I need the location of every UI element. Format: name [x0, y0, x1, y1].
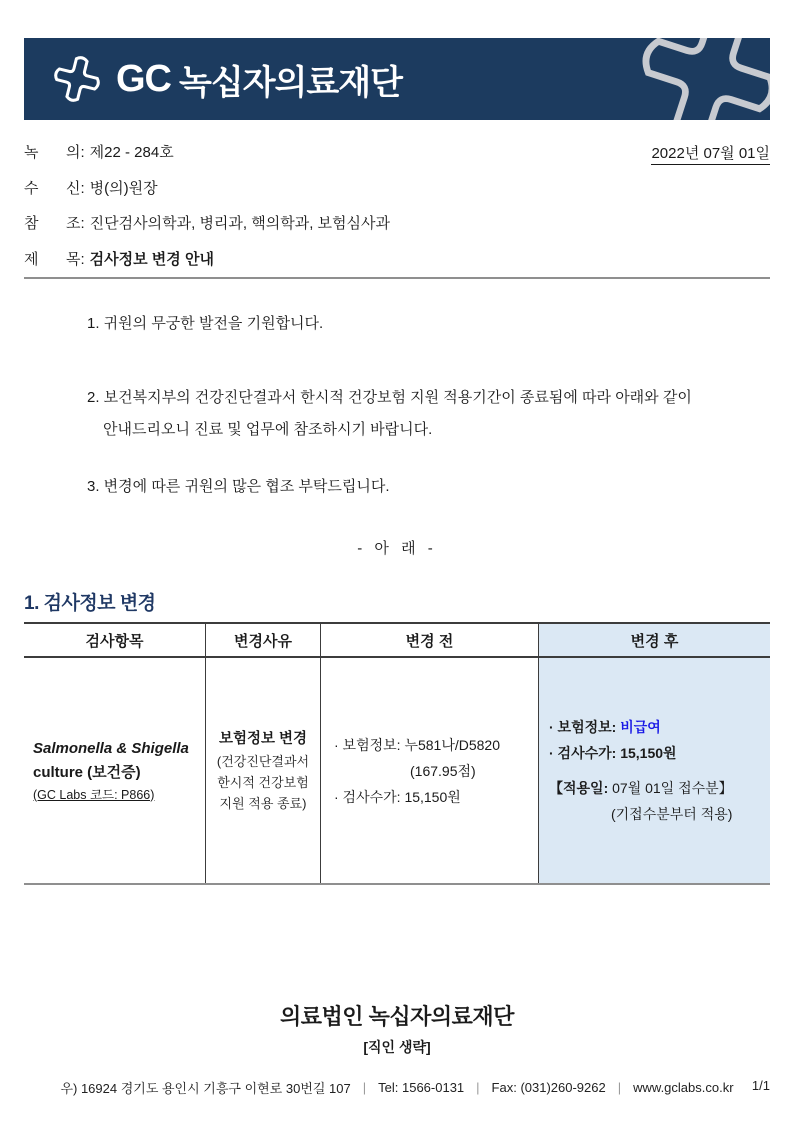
cell-reason: [205, 658, 320, 883]
after-apply-note: (기접수분부터 적용): [611, 806, 733, 822]
before-insurance-label: · 보험정보:: [334, 736, 401, 753]
doc-info: [24, 134, 770, 276]
after-apply-line: [549, 775, 770, 801]
brand-gc: GC: [116, 57, 171, 100]
reason-title: 보험정보 변경: [218, 731, 308, 747]
reason-detail: (건강진단결과서: [216, 754, 310, 769]
doc-row-cc: [24, 205, 770, 241]
page-number: 1/1: [751, 1078, 770, 1093]
doc-recipient: 병(의)원장: [89, 179, 158, 197]
test-name-korean: culture (보건증): [33, 763, 141, 781]
banner-brand: [116, 38, 402, 120]
footer-website: www.gclabs.co.kr: [633, 1080, 734, 1095]
col-header-test-item: 검사항목: [24, 624, 205, 658]
footer-separator: |: [617, 1080, 622, 1095]
apply-date-value: 07월 01일 접수분】: [612, 780, 733, 796]
doc-number: 제22 - 284호: [89, 144, 174, 162]
doc-subject: 검사정보 변경 안내: [89, 250, 214, 268]
doc-label: 제: [24, 250, 39, 268]
after-insurance-line: [549, 714, 770, 740]
reason-detail: 지원 적용 종료): [219, 796, 307, 811]
before-fee-line: [334, 784, 538, 810]
doc-label: 의:: [66, 144, 85, 162]
doc-label: 조:: [66, 215, 85, 233]
test-code: (GC Labs 코드: P866): [33, 787, 155, 802]
doc-label: 목:: [66, 250, 85, 268]
footer-org-name: 의료법인 녹십자의료재단: [280, 1004, 514, 1029]
before-fee-label: · 검사수가:: [334, 788, 401, 805]
footer-info-line: [24, 1078, 770, 1097]
col-header-reason: 변경사유: [205, 624, 320, 658]
before-insurance-value: 누581나/D5820: [404, 736, 500, 753]
doc-row-recipient: [24, 170, 770, 206]
test-name-latin: Salmonella & Shigella: [33, 739, 189, 757]
col-header-after: 변경 후: [538, 624, 770, 658]
after-insurance-value: 비급여: [620, 719, 661, 735]
body-item-2: [87, 382, 692, 446]
seal-note: [직인 생략]: [363, 1039, 431, 1055]
doc-label: 참: [24, 215, 39, 233]
doc-date: 2022년 07월 01일: [651, 142, 770, 165]
doc-label: 수: [24, 179, 39, 197]
doc-row-subject: [24, 241, 770, 277]
reason-detail: 한시적 건강보험: [217, 775, 309, 790]
after-fee-label: · 검사수가:: [549, 745, 617, 761]
footer-separator: |: [476, 1080, 480, 1095]
brand-korean: 녹십자의료재단: [179, 63, 402, 102]
after-insurance-label: · 보험정보:: [549, 719, 617, 735]
change-table: [24, 622, 770, 885]
section-title: 1. 검사정보 변경: [24, 593, 156, 614]
footer-address: 우) 16924 경기도 용인시 기흥구 이현로 30번길 107: [60, 1081, 351, 1096]
body-item-3: 3. 변경에 따른 귀원의 많은 협조 부탁드립니다.: [87, 478, 390, 495]
footer-fax: Fax: (031)260-9262: [491, 1080, 606, 1095]
body-item-1: 1. 귀원의 무궁한 발전을 기원합니다.: [87, 315, 324, 332]
footer-separator: |: [362, 1080, 367, 1095]
before-fee-value: 15,150원: [404, 788, 461, 805]
cell-after: [538, 658, 770, 883]
header-divider: [24, 277, 770, 279]
after-fee-line: [549, 740, 770, 766]
before-insurance-line: [334, 732, 538, 758]
body-item-2-line1: 2. 보건복지부의 건강진단결과서 한시적 건강보험 지원 적용기간이 종료됨에 따라 아래와 같이: [87, 389, 692, 406]
doc-cc: 진단검사의학과, 병리과, 핵의학과, 보험심사과: [89, 215, 390, 233]
after-fee-value: 15,150원: [620, 745, 677, 761]
header-banner: [24, 38, 770, 120]
before-insurance-points: (167.95점): [410, 762, 476, 779]
below-marker: - 아 래 -: [357, 540, 437, 557]
watermark-cross-icon: [634, 38, 770, 120]
body-item-2-line2: 안내드리오니 진료 및 업무에 참조하시기 바랍니다.: [103, 421, 433, 438]
col-header-before: 변경 전: [320, 624, 538, 658]
doc-label: 신:: [66, 179, 85, 197]
cell-before: [320, 658, 538, 883]
footer-tel: Tel: 1566-0131: [378, 1080, 465, 1095]
cell-test-item: [24, 658, 205, 883]
gc-cross-logo-icon: [52, 54, 102, 104]
apply-date-label: 【적용일:: [549, 780, 609, 796]
doc-label: 녹: [24, 144, 39, 162]
